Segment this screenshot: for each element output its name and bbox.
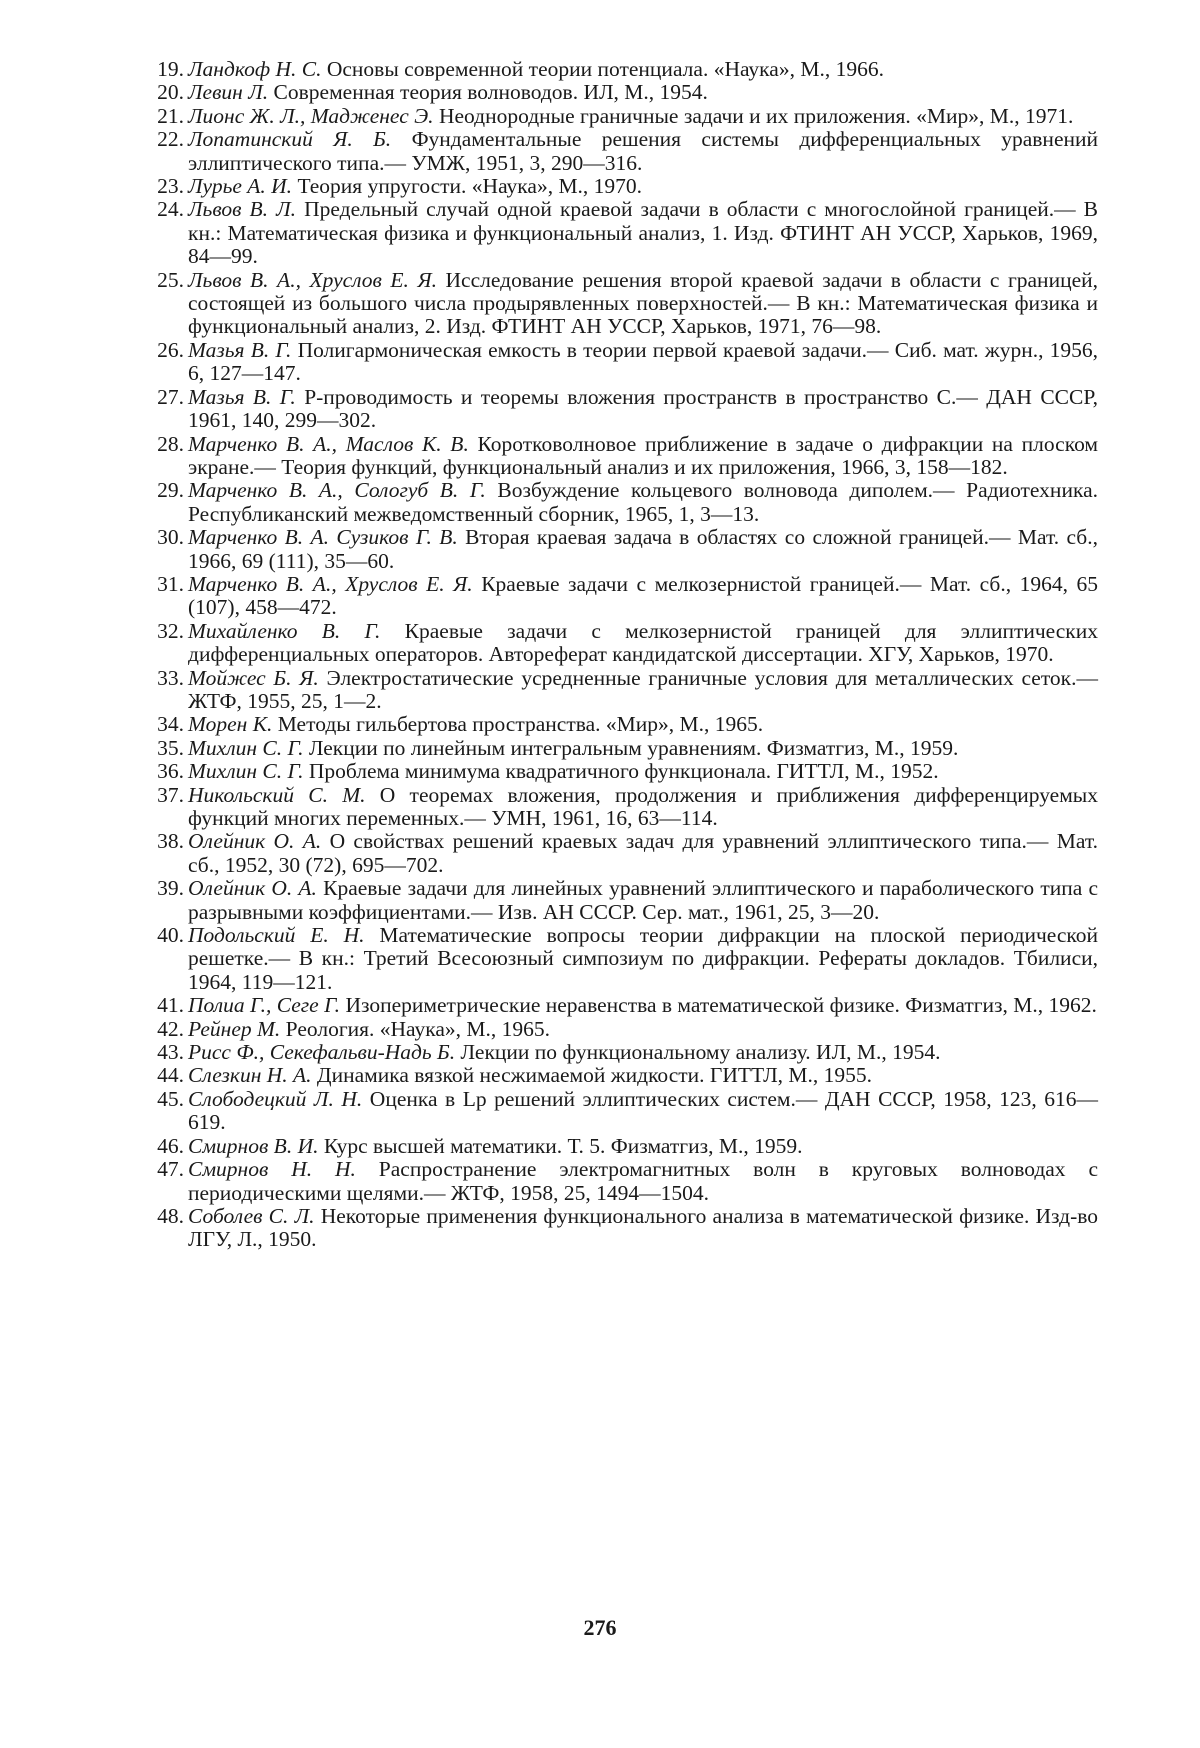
- reference-number: 35.: [157, 735, 184, 760]
- reference-item: [148, 573, 1098, 620]
- reference-author: Лурье А. И.: [188, 174, 293, 199]
- reference-number: 19.: [157, 57, 184, 81]
- reference-author: Смирнов В. И.: [188, 1133, 319, 1158]
- reference-text: О теоремах вложения, продолжения и приближения дифференцируемых функций многих переменных.— УМН, 1961, 16, 63—114.: [188, 782, 1099, 830]
- reference-number: 48.: [157, 1203, 184, 1228]
- reference-item: [148, 175, 1098, 198]
- reference-item: [148, 737, 1098, 760]
- reference-author: Михайленко В. Г.: [188, 618, 381, 643]
- reference-author: Полиа Г., Сеге Г.: [188, 993, 341, 1018]
- reference-author: Подольский Е. Н.: [188, 923, 365, 948]
- reference-text: Основы современной теории потенциала. «Наука», М., 1966.: [326, 57, 884, 81]
- reference-text: Электростатические усредненные граничные условия для металлических сеток.— ЖТФ, 1955, 25, 1—2.: [188, 665, 1099, 713]
- reference-item: [148, 1064, 1098, 1087]
- reference-text: Краевые задачи с мелкозернистой границей для эллиптических дифференциальных операторов. Автореферат кандидатской диссертации. ХГУ, Харьков, 1970.: [188, 618, 1098, 667]
- reference-number: 38.: [157, 829, 184, 854]
- reference-author: Марченко В. А., Маслов К. В.: [188, 431, 469, 456]
- reference-number: 33.: [157, 665, 184, 690]
- reference-author: Олейник О. А.: [188, 876, 317, 901]
- reference-author: Марченко В. А., Хруслов Е. Я.: [188, 571, 473, 596]
- reference-author: Соболев С. Л.: [188, 1203, 315, 1228]
- reference-text: Краевые задачи для линейных уравнений эллиптического и параболического типа с разрывными коэффициентами.— Изв. АН СССР. Сер. мат., 1961, 25, 3—20.: [188, 876, 1098, 924]
- reference-number: 39.: [157, 876, 184, 901]
- reference-author: Смирнов Н. Н.: [188, 1157, 356, 1182]
- reference-text: Вторая краевая задача в областях со сложной границей.— Мат. сб., 1966, 69 (111), 35—60.: [188, 525, 1098, 573]
- reference-text: Предельный случай одной краевой задачи в области с многослойной границей.— В кн.: Математическая физика и функциональный анализ, 1. Изд. ФТИНТ АН УССР, Харьков, 1969, 84—99.: [188, 197, 1099, 269]
- reference-text: Исследование решения второй краевой задачи в области с границей, состоящей из большого числа продырявленных поверхностей.— В кн.: Математическая физика и функциональный анализ, 2. Изд. ФТИНТ АН УССР, Харьков, 1971, 76—98.: [188, 267, 1098, 339]
- reference-text: Распространение электромагнитных волн в круговых волноводах с периодическими щелями.— ЖТФ, 1958, 25, 1494—1504.: [188, 1157, 1098, 1205]
- reference-number: 40.: [157, 923, 184, 948]
- reference-item: [148, 105, 1098, 128]
- reference-number: 44.: [157, 1063, 184, 1088]
- reference-item: [148, 198, 1098, 268]
- reference-author: Михлин С. Г.: [188, 735, 304, 760]
- reference-text: Реология. «Наука», М., 1965.: [285, 1016, 551, 1041]
- reference-number: 21.: [157, 103, 184, 128]
- reference-author: Рейнер М.: [188, 1016, 281, 1041]
- reference-number: 42.: [157, 1016, 184, 1041]
- reference-text: Фундаментальные решения системы дифференциальных уравнений эллиптического типа.— УМЖ, 1951, 3, 290—316.: [188, 127, 1099, 175]
- reference-item: [148, 81, 1098, 104]
- reference-item: [148, 58, 1098, 81]
- reference-number: 47.: [157, 1157, 184, 1182]
- reference-item: [148, 1088, 1098, 1135]
- reference-number: 28.: [157, 431, 184, 456]
- reference-text: Изопериметрические неравенства в математической физике. Физматгиз, М., 1962.: [345, 993, 1097, 1018]
- reference-number: 22.: [157, 127, 184, 152]
- reference-item: [148, 924, 1098, 994]
- reference-author: Марченко В. А., Сологуб В. Г.: [188, 478, 486, 503]
- reference-number: 37.: [157, 782, 184, 807]
- reference-number: 36.: [157, 759, 184, 784]
- reference-number: 23.: [157, 174, 184, 199]
- reference-author: Львов В. Л.: [188, 197, 297, 222]
- reference-text: Теория упругости. «Наука», М., 1970.: [297, 174, 643, 199]
- reference-author: Михлин С. Г.: [188, 759, 304, 784]
- reference-author: Морен К.: [188, 712, 273, 737]
- reference-number: 41.: [157, 993, 184, 1018]
- reference-number: 26.: [157, 337, 184, 362]
- reference-item: [148, 479, 1098, 526]
- reference-number: 29.: [157, 478, 184, 503]
- reference-item: [148, 1158, 1098, 1205]
- reference-item: [148, 1018, 1098, 1041]
- reference-number: 20.: [157, 80, 184, 105]
- reference-text: Динамика вязкой несжимаемой жидкости. ГИТТЛ, М., 1955.: [316, 1063, 873, 1088]
- reference-author: Лионс Ж. Л., Мадженес Э.: [188, 103, 434, 128]
- reference-number: 34.: [157, 712, 184, 737]
- reference-author: Мойжес Б. Я.: [188, 665, 319, 690]
- reference-text: Коротковолновое приближение в задаче о дифракции на плоском экране.— Теория функций, функциональный анализ и их приложения, 1966, 3, 158—182.: [188, 431, 1099, 479]
- reference-text: P-проводимость и теоремы вложения пространств в пространство C.— ДАН СССР, 1961, 140, 299—302.: [188, 384, 1098, 433]
- reference-item: [148, 877, 1098, 924]
- reference-text: Современная теория волноводов. ИЛ, М., 1954.: [273, 80, 708, 105]
- reference-text: Оценка в Lp решений эллиптических систем.— ДАН СССР, 1958, 123, 616—619.: [188, 1086, 1098, 1135]
- reference-item: [148, 269, 1098, 339]
- reference-item: [148, 784, 1098, 831]
- reference-text: Полигармоническая емкость в теории первой краевой задачи.— Сиб. мат. журн., 1956, 6, 127—147.: [188, 337, 1099, 386]
- reference-author: Лопатинский Я. Б.: [188, 127, 392, 152]
- reference-item: [148, 713, 1098, 736]
- reference-number: 45.: [157, 1086, 184, 1111]
- reference-number: 46.: [157, 1133, 184, 1158]
- reference-item: [148, 433, 1098, 480]
- reference-text: Лекции по функциональному анализу. ИЛ, М., 1954.: [460, 1040, 941, 1065]
- reference-item: [148, 339, 1098, 386]
- page-number: 276: [583, 1615, 617, 1640]
- reference-list: [148, 58, 1098, 1252]
- reference-author: Львов В. А., Хруслов Е. Я.: [188, 267, 437, 292]
- reference-number: 25.: [157, 267, 184, 292]
- reference-text: О свойствах решений краевых задач для уравнений эллиптического типа.— Мат. сб., 1952, 30 (72), 695—702.: [188, 829, 1098, 877]
- reference-number: 27.: [157, 384, 184, 409]
- reference-author: Рисс Ф., Секефальви-Надь Б.: [188, 1040, 456, 1065]
- reference-author: Марченко В. А. Сузиков Г. В.: [188, 525, 458, 550]
- reference-item: [148, 1135, 1098, 1158]
- reference-text: Возбуждение кольцевого волновода диполем.— Радиотехника. Республиканский межведомственный сборник, 1965, 1, 3—13.: [188, 478, 1098, 526]
- reference-item: [148, 1041, 1098, 1064]
- reference-text: Краевые задачи с мелкозернистой границей.— Мат. сб., 1964, 65 (107), 458—472.: [188, 571, 1099, 620]
- reference-item: [148, 994, 1098, 1017]
- reference-text: Проблема минимума квадратичного функционала. ГИТТЛ, М., 1952.: [308, 759, 939, 784]
- reference-number: 24.: [157, 197, 184, 222]
- reference-text: Математические вопросы теории дифракции на плоской периодической решетке.— В кн.: Третий Всесоюзный симпозиум по дифракции. Рефераты докладов. Тбилиси, 1964, 119—121.: [188, 923, 1099, 994]
- reference-text: Курс высшей математики. Т. 5. Физматгиз, М., 1959.: [323, 1133, 803, 1158]
- reference-item: [148, 830, 1098, 877]
- reference-number: 30.: [157, 525, 184, 550]
- reference-text: Лекции по линейным интегральным уравнениям. Физматгиз, М., 1959.: [308, 735, 959, 760]
- reference-item: [148, 526, 1098, 573]
- reference-item: [148, 760, 1098, 783]
- reference-number: 32.: [157, 618, 184, 643]
- reference-author: Слезкин Н. А.: [188, 1063, 312, 1088]
- reference-author: Олейник О. А.: [188, 829, 322, 854]
- reference-author: Ландкоф Н. С.: [188, 57, 322, 81]
- reference-text: Некоторые применения функционального анализа в математической физике. Изд-во ЛГУ, Л., 1950.: [188, 1203, 1098, 1252]
- reference-text: Методы гильбертова пространства. «Мир», М., 1965.: [277, 712, 764, 737]
- reference-author: Слободецкий Л. Н.: [188, 1086, 363, 1111]
- reference-item: [148, 667, 1098, 714]
- reference-number: 43.: [157, 1040, 184, 1065]
- reference-author: Мазья В. Г.: [188, 337, 292, 362]
- reference-author: Левин Л.: [188, 80, 269, 105]
- reference-item: [148, 128, 1098, 175]
- reference-item: [148, 620, 1098, 667]
- reference-author: Никольский С. М.: [188, 782, 366, 807]
- reference-item: [148, 1205, 1098, 1252]
- reference-author: Мазья В. Г.: [188, 384, 296, 409]
- reference-number: 31.: [157, 571, 184, 596]
- reference-text: Неоднородные граничные задачи и их приложения. «Мир», М., 1971.: [438, 103, 1074, 128]
- reference-item: [148, 386, 1098, 433]
